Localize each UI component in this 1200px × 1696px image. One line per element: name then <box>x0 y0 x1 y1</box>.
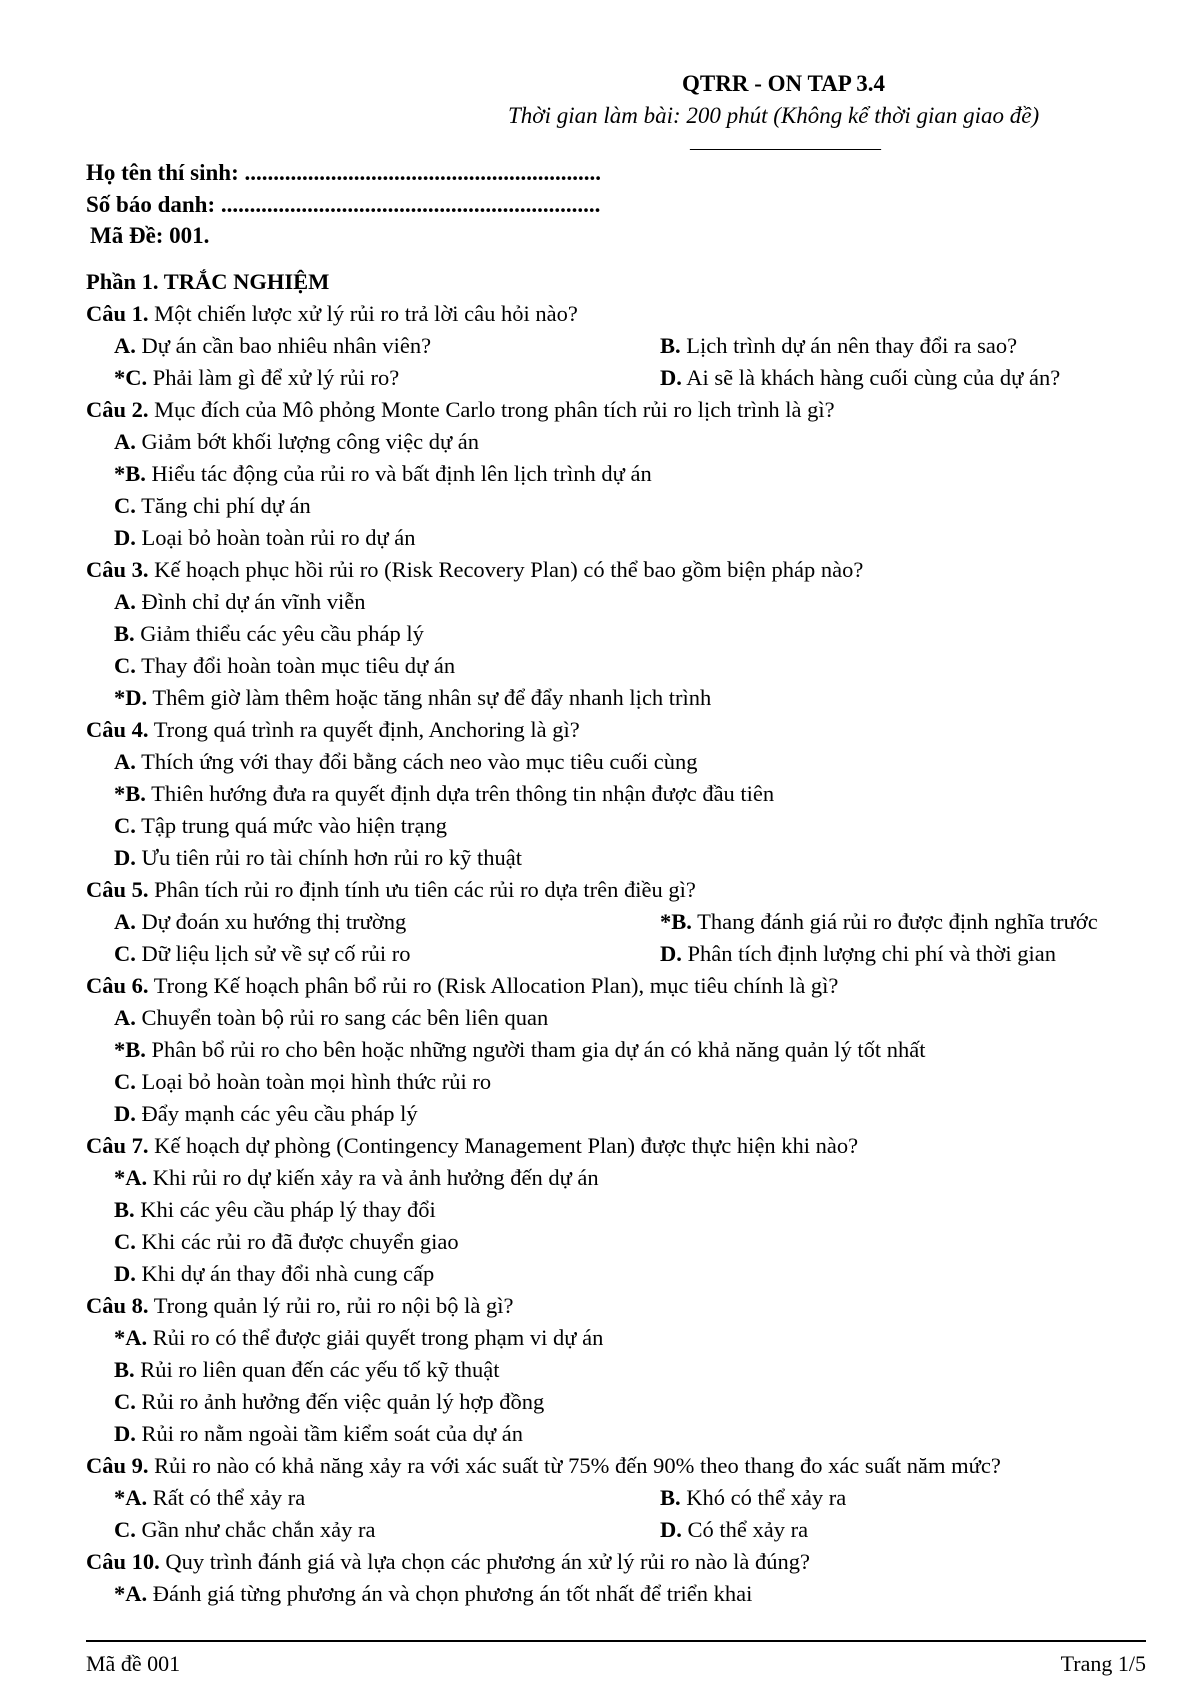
answer-row <box>86 1002 1146 1034</box>
answer-letter: C. <box>114 653 136 678</box>
answer-row <box>86 682 1146 714</box>
answer-letter: *B. <box>114 1037 146 1062</box>
answer-row <box>86 1386 1146 1418</box>
question-number: Câu 2. <box>86 397 149 422</box>
answer-option <box>660 906 1098 938</box>
answer-letter: B. <box>114 621 135 646</box>
answer-letter: C. <box>114 1389 136 1414</box>
question-number: Câu 10. <box>86 1549 160 1574</box>
question-text: Một chiến lược xử lý rủi ro trả lời câu hỏi nào? <box>154 301 578 326</box>
question-number: Câu 7. <box>86 1133 149 1158</box>
answer-text: Khi rủi ro dự kiến xảy ra và ảnh hưởng đến dự án <box>152 1165 599 1190</box>
answer-option <box>114 458 652 490</box>
answer-letter: A. <box>114 909 136 934</box>
question-text: Quy trình đánh giá và lựa chọn các phương án xử lý rủi ro nào là đúng? <box>165 1549 810 1574</box>
answer-row <box>86 650 1146 682</box>
answer-row <box>86 1514 1146 1546</box>
answer-option <box>114 1578 752 1610</box>
answer-option <box>114 682 711 714</box>
answer-letter: D. <box>114 1421 136 1446</box>
answer-letter: C. <box>114 1517 136 1542</box>
answer-option <box>660 938 1056 970</box>
candidate-name-line <box>86 160 601 186</box>
answer-option <box>114 618 424 650</box>
answer-option <box>660 362 1060 394</box>
answer-text: Khó có thể xảy ra <box>686 1485 847 1510</box>
answer-option <box>114 1162 599 1194</box>
question-stem <box>86 1546 1146 1578</box>
candidate-id-blank: .................................................................. <box>220 192 601 217</box>
answer-row <box>86 1226 1146 1258</box>
answer-text: Có thể xảy ra <box>687 1517 809 1542</box>
answer-letter: *A. <box>114 1165 148 1190</box>
answer-row <box>86 906 1146 938</box>
answer-option <box>114 1514 375 1546</box>
answer-letter: A. <box>114 749 136 774</box>
answer-row <box>86 490 1146 522</box>
answer-row <box>86 1194 1146 1226</box>
answer-option <box>114 522 416 554</box>
answer-row <box>86 1578 1146 1610</box>
question-stem <box>86 298 1146 330</box>
answer-letter: A. <box>114 429 136 454</box>
answer-option <box>114 1418 523 1450</box>
question-text: Kế hoạch phục hồi rủi ro (Risk Recovery Plan) có thể bao gồm biện pháp nào? <box>154 557 864 582</box>
answer-text: Đẩy mạnh các yêu cầu pháp lý <box>141 1101 418 1126</box>
question-stem <box>86 1130 1146 1162</box>
answer-row <box>86 938 1146 970</box>
candidate-id-label: Số báo danh: <box>86 192 216 217</box>
question-stem <box>86 394 1146 426</box>
answer-option <box>114 490 311 522</box>
answer-row <box>86 746 1146 778</box>
answer-text: Ai sẽ là khách hàng cuối cùng của dự án? <box>686 365 1061 390</box>
question-stem <box>86 1450 1146 1482</box>
answer-row <box>86 458 1146 490</box>
answer-letter: *D. <box>114 685 148 710</box>
answer-letter: *A. <box>114 1325 148 1350</box>
answer-text: Dự án cần bao nhiêu nhân viên? <box>141 333 432 358</box>
question-stem <box>86 874 1146 906</box>
answer-row <box>86 1098 1146 1130</box>
answer-row <box>86 1258 1146 1290</box>
answer-row <box>86 1482 1146 1514</box>
answer-text: Rủi ro có thể được giải quyết trong phạm vi dự án <box>152 1325 604 1350</box>
document-title: QTRR - ON TAP 3.4 <box>682 71 885 96</box>
question-stem <box>86 554 1146 586</box>
answer-letter: A. <box>114 589 136 614</box>
answer-letter: *B. <box>114 781 146 806</box>
answer-text: Thích ứng với thay đổi bằng cách neo vào mục tiêu cuối cùng <box>141 749 698 774</box>
answer-text: Khi dự án thay đổi nhà cung cấp <box>141 1261 435 1286</box>
answer-option <box>660 330 1017 362</box>
answer-letter: A. <box>114 1005 136 1030</box>
footer-page-number: Trang 1/5 <box>1060 1651 1146 1676</box>
answer-option <box>114 362 399 394</box>
answer-text: Khi các yêu cầu pháp lý thay đổi <box>140 1197 436 1222</box>
answer-option <box>114 1386 544 1418</box>
answer-letter: C. <box>114 1069 136 1094</box>
time-allowed-note: Thời gian làm bài: 200 phút (Không kể thời gian giao đề) <box>508 103 1040 128</box>
answer-text: Thay đổi hoàn toàn mục tiêu dự án <box>141 653 456 678</box>
answer-row <box>86 778 1146 810</box>
answer-row <box>86 1354 1146 1386</box>
answer-text: Giảm thiểu các yêu cầu pháp lý <box>140 621 424 646</box>
question-number: Câu 1. <box>86 301 149 326</box>
answer-letter: D. <box>660 1517 682 1542</box>
question-number: Câu 3. <box>86 557 149 582</box>
answer-text: Phân bổ rủi ro cho bên hoặc những người tham gia dự án có khả năng quản lý tốt nhất <box>151 1037 926 1062</box>
answer-row <box>86 842 1146 874</box>
answer-text: Chuyển toàn bộ rủi ro sang các bên liên quan <box>141 1005 549 1030</box>
answer-letter: D. <box>114 845 136 870</box>
answer-option <box>114 1194 436 1226</box>
question-text: Phân tích rủi ro định tính ưu tiên các rủi ro dựa trên điều gì? <box>154 877 696 902</box>
answer-letter: *C. <box>114 365 148 390</box>
question-number: Câu 9. <box>86 1453 149 1478</box>
header-divider: —————————— <box>690 137 880 159</box>
answer-option <box>114 330 431 362</box>
answer-option <box>114 426 479 458</box>
answer-letter: B. <box>114 1197 135 1222</box>
exam-code: Mã Đề: 001. <box>90 223 210 248</box>
answer-row <box>86 810 1146 842</box>
question-stem <box>86 714 1146 746</box>
answer-option <box>660 1482 846 1514</box>
answer-letter: C. <box>114 813 136 838</box>
question-number: Câu 5. <box>86 877 149 902</box>
answer-text: Tăng chi phí dự án <box>141 493 311 518</box>
answer-option <box>114 938 411 970</box>
answer-text: Thiên hướng đưa ra quyết định dựa trên thông tin nhận được đầu tiên <box>151 781 775 806</box>
answer-text: Phân tích định lượng chi phí và thời gian <box>687 941 1056 966</box>
answer-row <box>86 1418 1146 1450</box>
answer-letter: D. <box>114 1261 136 1286</box>
question-number: Câu 6. <box>86 973 149 998</box>
answer-text: Dữ liệu lịch sử về sự cố rủi ro <box>141 941 411 966</box>
answer-option <box>114 650 455 682</box>
answer-option <box>114 1066 491 1098</box>
answer-row <box>86 586 1146 618</box>
answer-row <box>86 522 1146 554</box>
answer-row <box>86 1034 1146 1066</box>
answer-text: Gần như chắc chắn xảy ra <box>141 1517 376 1542</box>
answer-text: Rất có thể xảy ra <box>152 1485 306 1510</box>
answer-letter: C. <box>114 493 136 518</box>
answer-option <box>114 810 447 842</box>
candidate-name-label: Họ tên thí sinh: <box>86 160 239 185</box>
answer-letter: *B. <box>114 461 146 486</box>
answer-text: Loại bỏ hoàn toàn rủi ro dự án <box>141 525 416 550</box>
answer-letter: C. <box>114 941 136 966</box>
answer-text: Khi các rủi ro đã được chuyển giao <box>141 1229 459 1254</box>
answer-row <box>86 330 1146 362</box>
answer-row <box>86 618 1146 650</box>
question-stem <box>86 1290 1146 1322</box>
answer-row <box>86 1066 1146 1098</box>
answer-text: Rủi ro ảnh hưởng đến việc quản lý hợp đồng <box>141 1389 545 1414</box>
answer-text: Tập trung quá mức vào hiện trạng <box>141 813 447 838</box>
question-text: Trong quản lý rủi ro, rủi ro nội bộ là gì? <box>153 1293 514 1318</box>
answer-option <box>114 1354 500 1386</box>
answer-letter: C. <box>114 1229 136 1254</box>
answer-letter: B. <box>114 1357 135 1382</box>
answer-letter: B. <box>660 1485 681 1510</box>
question-list <box>86 266 1146 1610</box>
answer-letter: B. <box>660 333 681 358</box>
question-number: Câu 8. <box>86 1293 149 1318</box>
answer-text: Thêm giờ làm thêm hoặc tăng nhân sự để đẩy nhanh lịch trình <box>152 685 712 710</box>
answer-option <box>114 1034 925 1066</box>
answer-text: Ưu tiên rủi ro tài chính hơn rủi ro kỹ thuật <box>141 845 523 870</box>
answer-option <box>660 1514 808 1546</box>
question-text: Rủi ro nào có khả năng xảy ra với xác suất từ 75% đến 90% theo thang đo xác suất năm mức? <box>154 1453 1001 1478</box>
answer-text: Phải làm gì để xử lý rủi ro? <box>152 365 400 390</box>
answer-row <box>86 426 1146 458</box>
answer-text: Thang đánh giá rủi ro được định nghĩa trước <box>697 909 1098 934</box>
answer-text: Lịch trình dự án nên thay đổi ra sao? <box>686 333 1018 358</box>
answer-row <box>86 362 1146 394</box>
answer-letter: D. <box>114 1101 136 1126</box>
section-title: Phần 1. TRẮC NGHIỆM <box>86 269 330 294</box>
answer-letter: A. <box>114 333 136 358</box>
answer-option <box>114 906 406 938</box>
answer-option <box>114 1002 548 1034</box>
answer-text: Hiểu tác động của rủi ro và bất định lên lịch trình dự án <box>151 461 652 486</box>
answer-text: Đánh giá từng phương án và chọn phương án tốt nhất để triển khai <box>152 1581 753 1606</box>
footer-exam-code: Mã đề 001 <box>86 1651 181 1676</box>
answer-text: Loại bỏ hoàn toàn mọi hình thức rủi ro <box>141 1069 492 1094</box>
question-text: Trong quá trình ra quyết định, Anchoring là gì? <box>153 717 580 742</box>
answer-option <box>114 1098 418 1130</box>
answer-row <box>86 1322 1146 1354</box>
answer-text: Rủi ro nằm ngoài tầm kiểm soát của dự án <box>141 1421 523 1446</box>
answer-text: Đình chỉ dự án vĩnh viễn <box>141 589 366 614</box>
answer-option <box>114 1226 459 1258</box>
answer-letter: *A. <box>114 1581 148 1606</box>
answer-option <box>114 586 366 618</box>
question-text: Mục đích của Mô phỏng Monte Carlo trong phân tích rủi ro lịch trình là gì? <box>154 397 835 422</box>
candidate-name-blank: .............................................................. <box>244 160 601 185</box>
answer-option <box>114 1258 434 1290</box>
answer-letter: *B. <box>660 909 692 934</box>
answer-option <box>114 1482 305 1514</box>
answer-letter: *A. <box>114 1485 148 1510</box>
answer-text: Rủi ro liên quan đến các yếu tố kỹ thuật <box>140 1357 500 1382</box>
answer-option <box>114 746 698 778</box>
question-text: Kế hoạch dự phòng (Contingency Management Plan) được thực hiện khi nào? <box>154 1133 859 1158</box>
answer-row <box>86 1162 1146 1194</box>
footer-divider <box>86 1640 1146 1642</box>
question-stem <box>86 970 1146 1002</box>
answer-letter: D. <box>660 941 682 966</box>
question-text: Trong Kế hoạch phân bổ rủi ro (Risk Allocation Plan), mục tiêu chính là gì? <box>153 973 839 998</box>
answer-option <box>114 1322 603 1354</box>
answer-letter: D. <box>660 365 682 390</box>
answer-text: Dự đoán xu hướng thị trường <box>141 909 407 934</box>
answer-text: Giảm bớt khối lượng công việc dự án <box>141 429 479 454</box>
question-number: Câu 4. <box>86 717 149 742</box>
answer-letter: D. <box>114 525 136 550</box>
answer-option <box>114 842 522 874</box>
candidate-id-line <box>86 192 600 218</box>
answer-option <box>114 778 774 810</box>
